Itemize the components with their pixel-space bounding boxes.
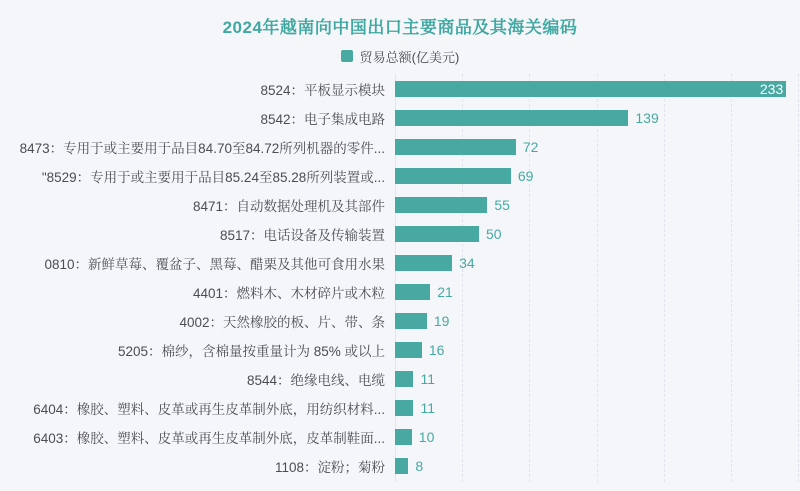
bar-row bbox=[0, 451, 800, 480]
bar-track bbox=[395, 248, 798, 277]
bar bbox=[395, 313, 427, 329]
bar-row bbox=[0, 364, 800, 393]
bar bbox=[395, 342, 422, 358]
bar bbox=[395, 81, 786, 97]
bar bbox=[395, 458, 408, 474]
bar bbox=[395, 226, 479, 242]
value-label: 19 bbox=[433, 312, 450, 329]
bar bbox=[395, 429, 412, 445]
bar-row bbox=[0, 190, 800, 219]
bar bbox=[395, 110, 628, 126]
category-label: 8542：电子集成电路 bbox=[260, 111, 385, 127]
value-label: 69 bbox=[517, 167, 534, 184]
bar-track bbox=[395, 74, 798, 103]
value-label: 233 bbox=[759, 80, 784, 97]
value-label: 50 bbox=[485, 225, 502, 242]
bar-rows bbox=[0, 74, 800, 482]
category-label: 6403：橡胶、塑料、皮革或再生皮革制外底，皮革制鞋面... bbox=[33, 430, 385, 446]
bar-row bbox=[0, 219, 800, 248]
bar-track bbox=[395, 103, 798, 132]
value-label: 72 bbox=[522, 138, 539, 155]
category-label: 8471：自动数据处理机及其部件 bbox=[192, 198, 385, 214]
category-label: 5205：棉纱，含棉量按重量计为 85% 或以上 bbox=[117, 343, 385, 359]
bar-row bbox=[0, 422, 800, 451]
bar-track bbox=[395, 190, 798, 219]
value-label: 11 bbox=[420, 370, 436, 387]
category-label: 8517：电话设备及传输装置 bbox=[219, 227, 385, 243]
bar-row bbox=[0, 74, 800, 103]
bar-track bbox=[395, 219, 798, 248]
bar-track bbox=[395, 335, 798, 364]
bar-track bbox=[395, 364, 798, 393]
bar-row bbox=[0, 306, 800, 335]
bar-row bbox=[0, 103, 800, 132]
bar-chart bbox=[0, 74, 800, 482]
bar bbox=[395, 284, 430, 300]
value-label: 8 bbox=[415, 457, 424, 474]
value-label: 34 bbox=[459, 254, 475, 271]
value-label: 10 bbox=[418, 428, 435, 445]
bar-track bbox=[395, 393, 798, 422]
category-label: 8524：平板显示模块 bbox=[260, 82, 385, 98]
category-label: 1108：淀粉；菊粉 bbox=[274, 459, 385, 475]
bar-row bbox=[0, 393, 800, 422]
legend bbox=[0, 49, 800, 63]
category-label: 4002：天然橡胶的板、片、带、条 bbox=[179, 314, 385, 330]
bar-row bbox=[0, 277, 800, 306]
bar-track bbox=[395, 132, 798, 161]
category-label: 6404：橡胶、塑料、皮革或再生皮革制外底，用纺织材料... bbox=[33, 401, 385, 417]
bar-track bbox=[395, 451, 798, 480]
bar bbox=[395, 197, 487, 213]
category-label: 4401：燃料木、木材碎片或木粒 bbox=[192, 285, 385, 301]
legend-marker-icon bbox=[341, 50, 353, 62]
value-label: 55 bbox=[494, 196, 510, 213]
value-label: 139 bbox=[635, 109, 659, 126]
bar-row bbox=[0, 132, 800, 161]
bar bbox=[395, 255, 452, 271]
bar bbox=[395, 400, 413, 416]
bar-row bbox=[0, 248, 800, 277]
bar-track bbox=[395, 422, 798, 451]
value-label: 11 bbox=[420, 399, 436, 416]
bar bbox=[395, 371, 413, 387]
value-label: 16 bbox=[428, 341, 445, 358]
category-label: 8473：专用于或主要用于品目84.70至84.72所列机器的零件... bbox=[19, 140, 385, 156]
value-label: 21 bbox=[437, 283, 453, 300]
bar-track bbox=[395, 161, 798, 190]
legend-label: 贸易总额(亿美元) bbox=[359, 49, 460, 65]
category-label: 0810：新鲜草莓、覆盆子、黑莓、醋栗及其他可食用水果 bbox=[44, 256, 385, 272]
category-label: 8544：绝缘电线、电缆 bbox=[246, 372, 385, 388]
bar-track bbox=[395, 277, 798, 306]
bar bbox=[395, 139, 516, 155]
chart-title: 2024年越南向中国出口主要商品及其海关编码 bbox=[222, 18, 578, 37]
bar-row bbox=[0, 161, 800, 190]
category-label: "8529：专用于或主要用于品目85.24至85.28所列装置或... bbox=[41, 169, 385, 185]
bar-row bbox=[0, 335, 800, 364]
bar-track bbox=[395, 306, 798, 335]
bar bbox=[395, 168, 511, 184]
